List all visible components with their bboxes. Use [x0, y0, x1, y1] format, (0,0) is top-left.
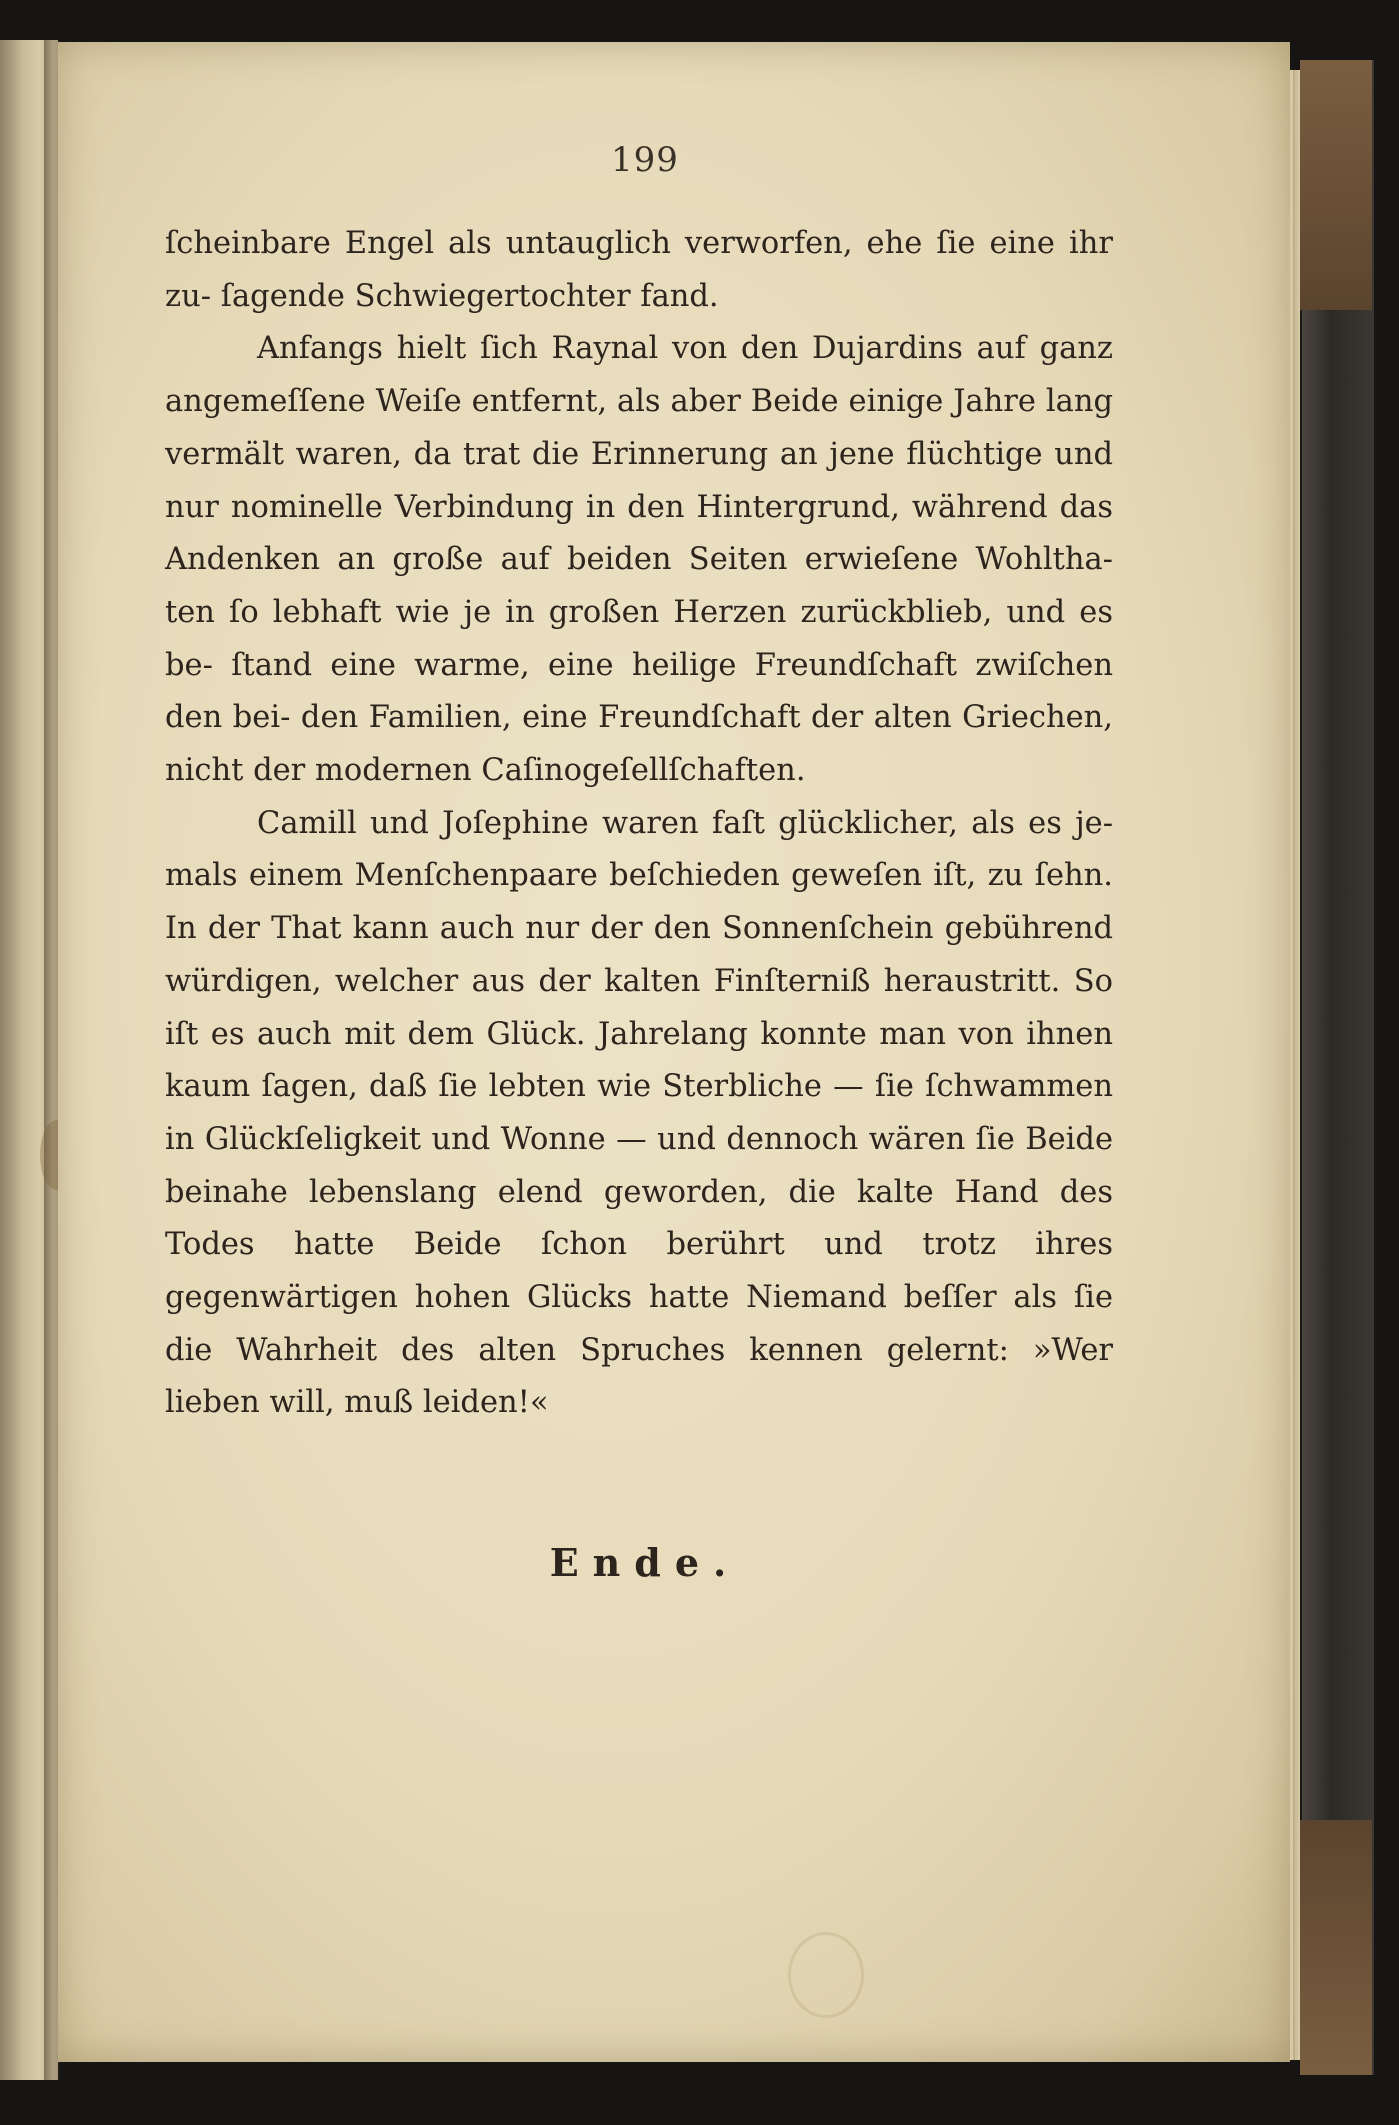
book-cover-board [1300, 60, 1374, 2075]
cover-corner-top [1300, 60, 1372, 310]
paragraph-1: ſcheinbare Engel als untauglich verworfen, ehe ſie eine ihr zu- ſagende Schwiegertochter fand. [165, 226, 1113, 314]
paragraph-2: Anfangs hielt ſich Raynal von den Dujardins auf ganz angemeſſene Weiſe entfernt, als aber Beide einige Jahre lang vermält waren, da trat die Erinnerung an jene flüchtige und nur nominelle Verbindung in den Hintergrund, während das Andenken an große auf beiden Seiten erwieſene Wohltha- ten ſo lebhaft wie je in großen Herzen zurückblieb, und es be- ſtand eine warme, eine heilige Freundſchaft zwiſchen den bei- den Familien, eine Freundſchaft der alten Griechen, nicht der modernen Caſinogeſellſchaften. [165, 331, 1113, 789]
cover-corner-bottom [1300, 1820, 1372, 2075]
paper-stain [788, 1932, 864, 2018]
ending-mark: Ende. [549, 1540, 741, 1585]
body-text [165, 218, 1113, 1430]
paragraph-3: Camill und Joſephine waren faſt glücklicher, als es je- mals einem Menſchenpaare beſchieden geweſen iſt, zu ſehn. In der That kann auch nur der den Sonnenſchein gebührend würdigen, welcher aus der kalten Finſterniß heraustritt. So iſt es auch mit dem Glück. Jahrelang konnte man von ihnen kaum ſagen, daß ſie lebten wie Sterbliche — ſie ſchwammen in Glückſeligkeit und Wonne — und dennoch wären ſie Beide beinahe lebenslang elend geworden, die kalte Hand des Todes hatte Beide ſchon berührt und trotz ihres gegenwärtigen hohen Glücks hatte Niemand beſſer als ſie die Wahrheit des alten Spruches kennen gelernt: »Wer lieben will, muß leiden!« [165, 805, 1113, 1421]
page-number: 199 [611, 140, 679, 180]
